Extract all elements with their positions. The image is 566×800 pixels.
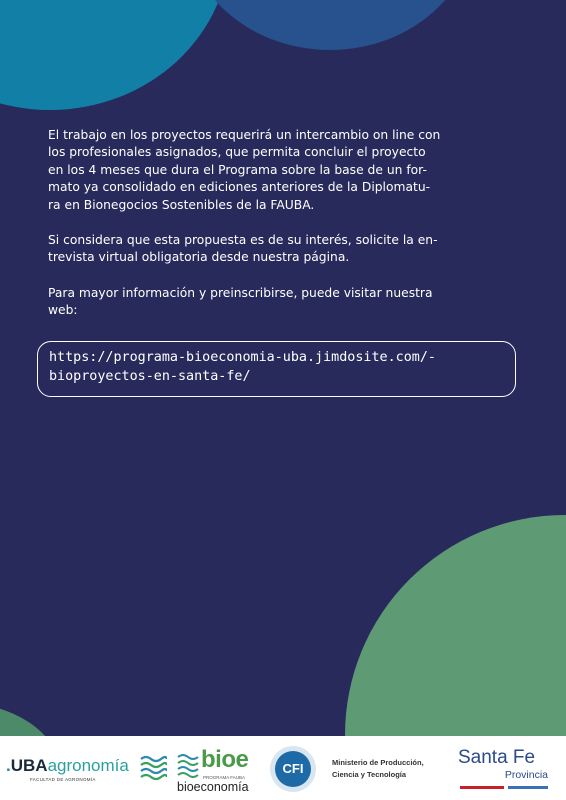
decorative-circle-blue bbox=[185, 0, 475, 50]
bioeconomia-logo: bioe PROGRAMA FAUBA bioeconomía bbox=[177, 746, 249, 794]
santa-fe-blue-bar bbox=[508, 786, 548, 789]
paragraph-entrevista: Si considera que esta propuesta es de su interés, solicite la en- trevista virtual obligatoria desde nuestra página. bbox=[48, 233, 438, 265]
body-text bbox=[48, 127, 518, 338]
water-waves-icon bbox=[139, 753, 167, 783]
paragraph-intercambio: El trabajo en los proyectos requerirá un intercambio on line con los profesionales asignados, que permita concluir el proyecto en los 4 meses que dura el Programa sobre la base de un for- mato ya consolidado en ediciones anteriores de la Diplomatu- ra en Bionegocios Sostenibles de la FAUBA. bbox=[48, 128, 441, 212]
ministerio-label: Ministerio de Producción, Ciencia y Tecnología bbox=[332, 758, 424, 779]
santa-fe-logo: Santa Fe Provincia bbox=[458, 747, 550, 793]
website-link[interactable]: https://programa-bioeconomia-uba.jimdosite.com/- bioproyectos-en-santa-fe/ bbox=[37, 341, 516, 397]
decorative-circle-teal bbox=[0, 0, 230, 110]
sponsor-footer bbox=[0, 736, 566, 800]
cfi-seal-icon: CFI bbox=[270, 746, 316, 792]
santa-fe-red-bar bbox=[460, 786, 504, 789]
bioe-leaf-icon bbox=[177, 752, 199, 778]
uba-agronomia-logo: .UBAagronomía FACULTAD DE AGRONOMÍA bbox=[6, 756, 129, 782]
paragraph-informacion: Para mayor información y preinscribirse, puede visitar nuestra web: bbox=[48, 285, 433, 318]
